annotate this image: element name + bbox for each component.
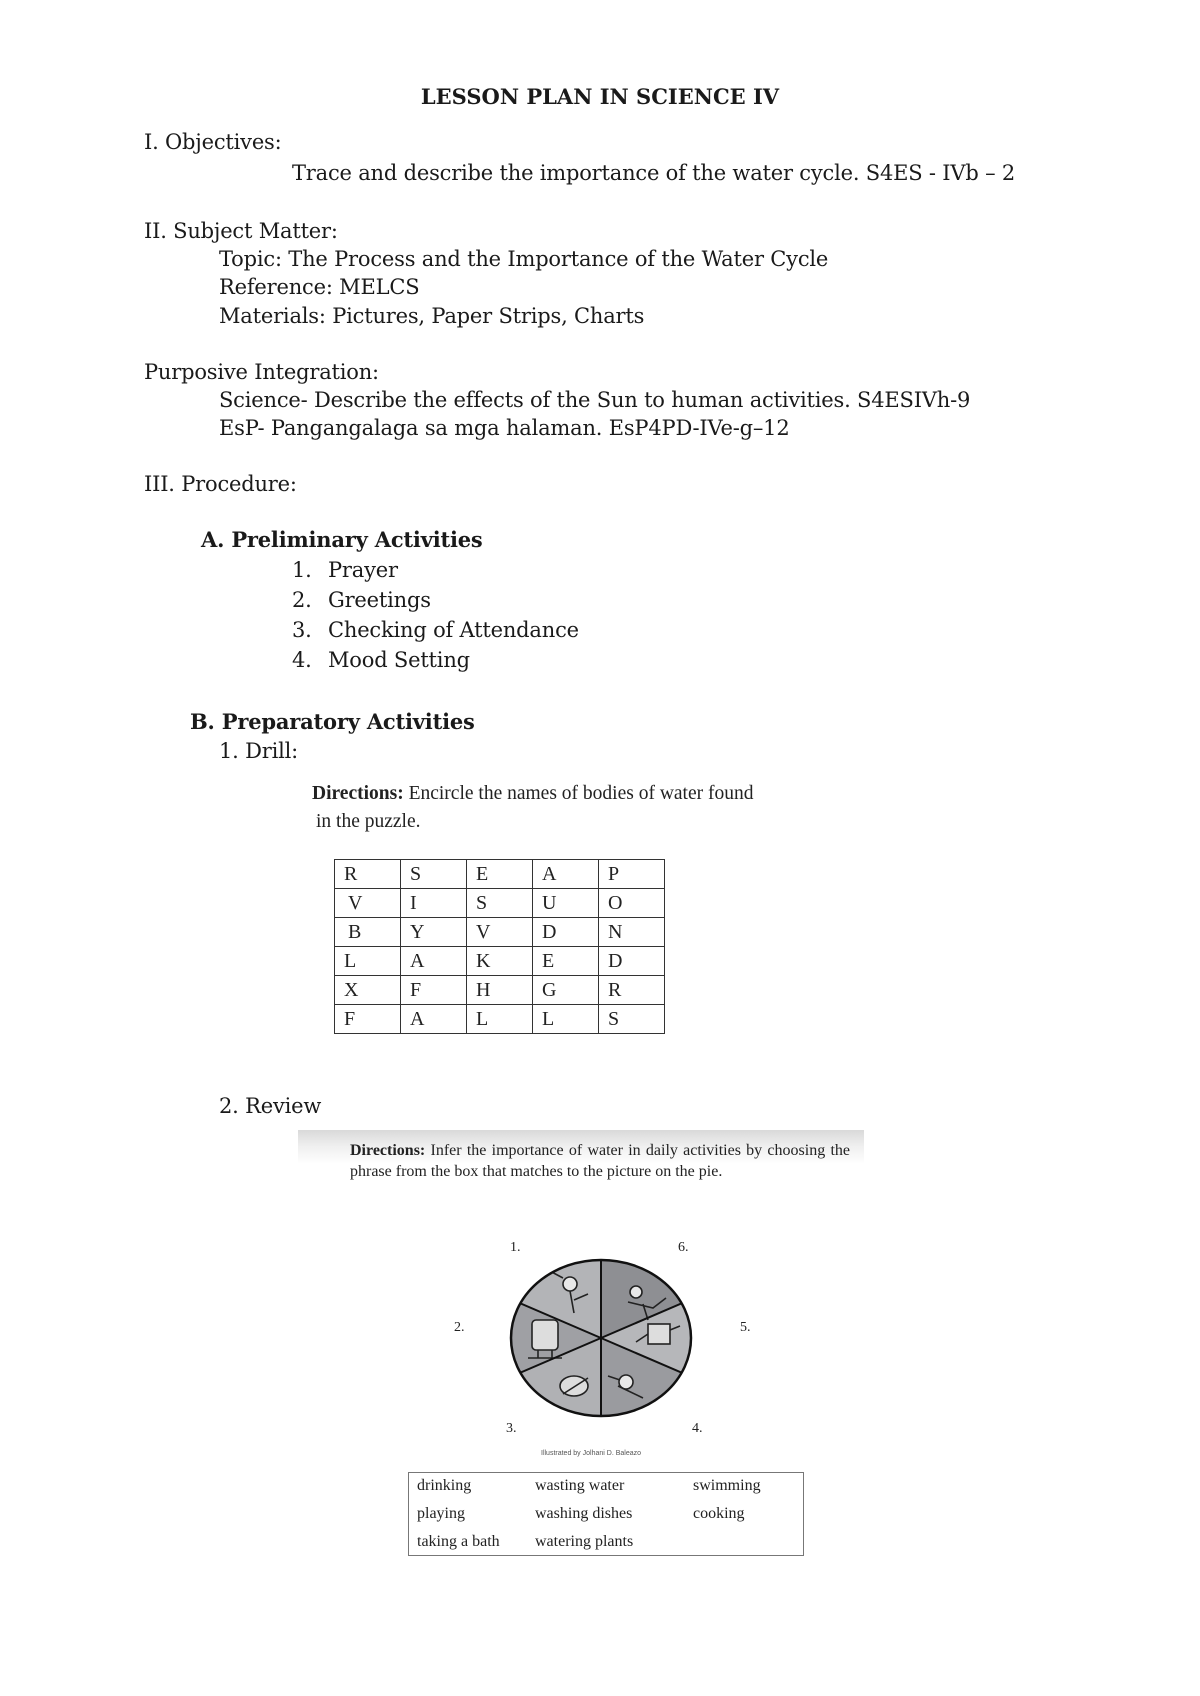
list-text: Prayer (328, 558, 398, 582)
puzzle-cell[interactable]: S (599, 1005, 665, 1034)
subject-matter-heading: II. Subject Matter: (144, 219, 338, 243)
puzzle-cell[interactable]: L (335, 947, 401, 976)
puzzle-cell[interactable]: G (533, 976, 599, 1005)
drill-directions-line2: in the puzzle. (316, 811, 421, 832)
puzzle-cell[interactable]: V (467, 918, 533, 947)
puzzle-cell[interactable]: A (401, 947, 467, 976)
puzzle-cell[interactable]: A (533, 860, 599, 889)
list-number: 2. (292, 588, 312, 612)
puzzle-cell[interactable]: F (335, 1005, 401, 1034)
word-puzzle (334, 859, 665, 1034)
puzzle-cell[interactable]: Y (401, 918, 467, 947)
list-text: Checking of Attendance (328, 618, 579, 642)
review-directions (350, 1140, 850, 1182)
list-item (292, 588, 431, 612)
phrase-option[interactable]: taking a bath (417, 1533, 500, 1550)
objectives-heading: I. Objectives: (144, 130, 282, 154)
reference-line: Reference: MELCS (219, 275, 420, 299)
materials-line: Materials: Pictures, Paper Strips, Charts (219, 304, 645, 328)
phrase-option[interactable]: drinking (417, 1477, 472, 1494)
puzzle-row (335, 1005, 665, 1034)
directions-label: Directions: (350, 1142, 426, 1159)
puzzle-cell[interactable]: L (533, 1005, 599, 1034)
puzzle-cell[interactable]: S (467, 889, 533, 918)
phrase-choices-box (408, 1472, 804, 1556)
phrase-option[interactable]: cooking (693, 1505, 745, 1522)
directions-text: Encircle the names of bodies of water found (408, 783, 754, 804)
puzzle-cell[interactable]: X (335, 976, 401, 1005)
puzzle-cell[interactable]: H (467, 976, 533, 1005)
phrase-option[interactable]: wasting water (535, 1477, 625, 1494)
puzzle-cell[interactable]: U (533, 889, 599, 918)
phrase-option[interactable]: swimming (693, 1477, 761, 1494)
pie-label-6: 6. (678, 1240, 689, 1255)
procedure-heading: III. Procedure: (144, 472, 297, 496)
puzzle-cell[interactable]: E (467, 860, 533, 889)
puzzle-cell[interactable]: L (467, 1005, 533, 1034)
preparatory-heading: B. Preparatory Activities (190, 709, 475, 734)
pie-label-3: 3. (506, 1421, 517, 1436)
phrase-option[interactable]: playing (417, 1505, 465, 1522)
puzzle-row (335, 889, 665, 918)
list-text: Greetings (328, 588, 431, 612)
puzzle-cell[interactable]: R (335, 860, 401, 889)
review-directions-box (298, 1130, 864, 1206)
puzzle-cell[interactable]: O (599, 889, 665, 918)
list-item (292, 558, 398, 582)
puzzle-cell[interactable]: B (335, 918, 401, 947)
puzzle-row (335, 918, 665, 947)
puzzle-row (335, 860, 665, 889)
directions-text: Infer the importance of water in daily activities by choosing the phrase from the box that matches to the picture on the pie. (350, 1142, 851, 1180)
topic-line: Topic: The Process and the Importance of the Water Cycle (219, 247, 829, 271)
integration-heading: Purposive Integration: (144, 360, 379, 384)
list-number: 3. (292, 618, 312, 642)
preliminary-heading: A. Preliminary Activities (201, 527, 483, 552)
list-text: Mood Setting (328, 648, 470, 672)
list-item (292, 648, 470, 672)
pie-label-5: 5. (740, 1320, 751, 1335)
puzzle-cell[interactable]: N (599, 918, 665, 947)
review-heading: 2. Review (219, 1094, 322, 1118)
puzzle-cell[interactable]: D (533, 918, 599, 947)
puzzle-row (335, 976, 665, 1005)
pie-label-2: 2. (454, 1320, 465, 1335)
puzzle-cell[interactable]: I (401, 889, 467, 918)
document-title: LESSON PLAN IN SCIENCE IV (420, 84, 780, 109)
drill-heading: 1. Drill: (219, 739, 299, 763)
puzzle-cell[interactable]: S (401, 860, 467, 889)
objectives-text: Trace and describe the importance of the water cycle. S4ES - IVb – 2 (292, 161, 1016, 185)
puzzle-cell[interactable]: P (599, 860, 665, 889)
phrase-option[interactable]: watering plants (535, 1533, 634, 1550)
directions-label: Directions: (312, 783, 404, 804)
puzzle-cell[interactable]: E (533, 947, 599, 976)
pie-label-4: 4. (692, 1421, 703, 1436)
puzzle-row (335, 947, 665, 976)
drill-directions (312, 783, 754, 805)
puzzle-cell[interactable]: A (401, 1005, 467, 1034)
puzzle-cell[interactable]: V (335, 889, 401, 918)
activity-pie-image (508, 1258, 694, 1418)
illustrator-credit: Illustrated by Jolhani D. Baleazo (541, 1450, 641, 1457)
pie-label-1: 1. (510, 1240, 521, 1255)
puzzle-cell[interactable]: R (599, 976, 665, 1005)
phrase-option[interactable]: washing dishes (535, 1505, 633, 1522)
list-number: 4. (292, 648, 312, 672)
list-number: 1. (292, 558, 312, 582)
integration-science: Science- Describe the effects of the Sun to human activities. S4ESIVh-9 (219, 388, 971, 412)
puzzle-cell[interactable]: K (467, 947, 533, 976)
puzzle-cell[interactable]: F (401, 976, 467, 1005)
puzzle-cell[interactable]: D (599, 947, 665, 976)
list-item (292, 618, 579, 642)
integration-esp: EsP- Pangangalaga sa mga halaman. EsP4PD-IVe-g–12 (219, 416, 790, 440)
